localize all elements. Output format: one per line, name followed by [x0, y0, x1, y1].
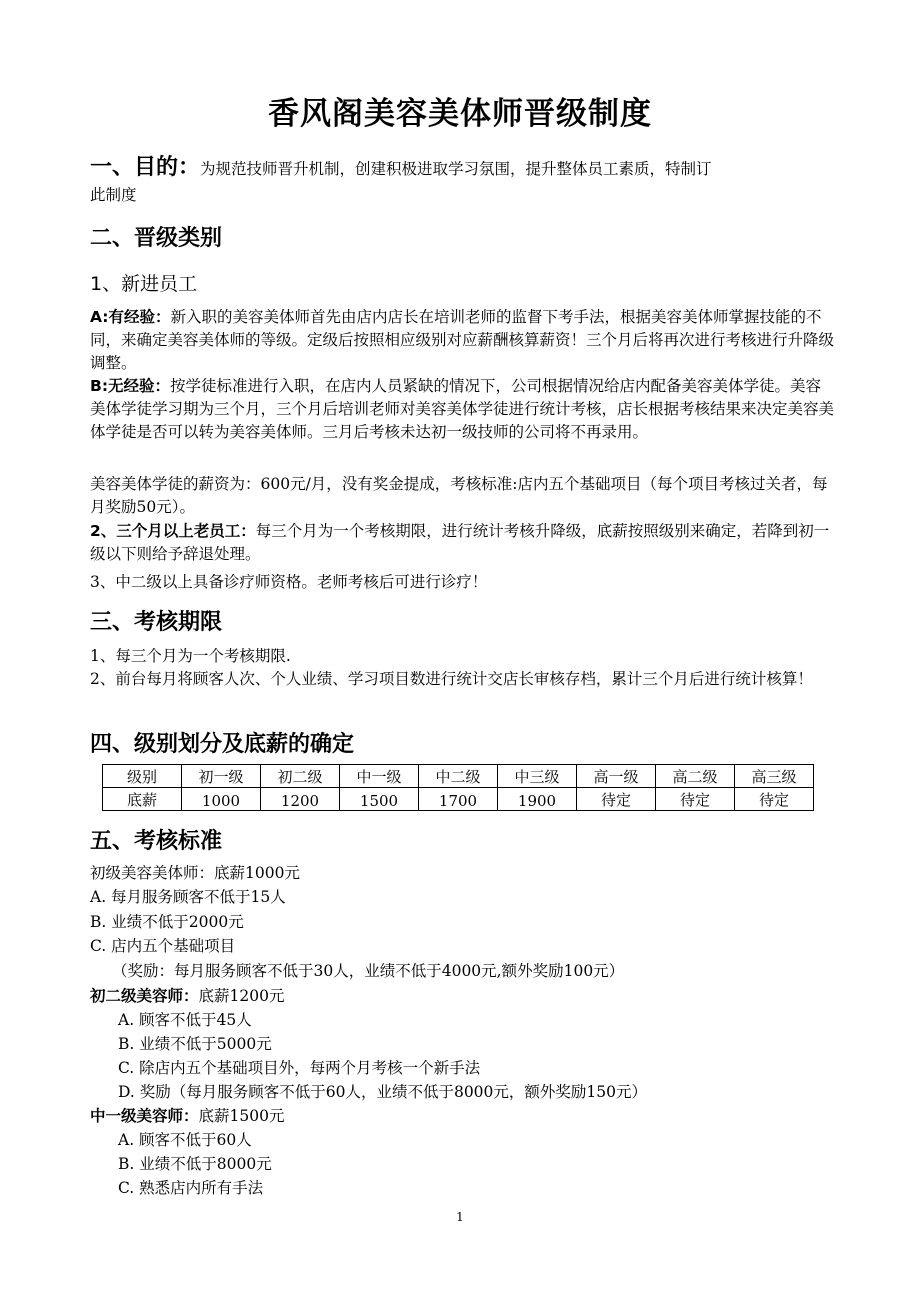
assessment-period-line2: 2、前台每月将顾客人次、个人业绩、学习项目数进行统计交店长审核存档，累计三个月后进行统计核算！ — [90, 670, 813, 688]
table-cell: 1500 — [340, 788, 419, 811]
table-cell: 初一级 — [182, 765, 261, 788]
section-grade-salary-heading: 四、级别划分及底薪的确定 — [90, 732, 355, 757]
grade2-salary: 底薪1200元 — [198, 987, 285, 1005]
experienced-label: A:有经验： — [90, 308, 171, 326]
grade1-item-a: A. 每月服务顾客不低于15人 — [90, 888, 286, 906]
grade3-item-b: B. 业绩不低于8000元 — [118, 1155, 272, 1173]
grade3-item-c: C. 熟悉店内所有手法 — [118, 1179, 264, 1197]
senior-employee-text: 每三个月为一个考核期限，进行统计考核升降级，底薪按照级别来确定，若降到初一级以下则给予辞退处理。 — [90, 522, 830, 563]
grade1-item-b: B. 业绩不低于2000元 — [90, 913, 244, 931]
apprentice-salary-paragraph: 美容美体学徒的薪资为：600元/月，没有奖金提成，考核标准:店内五个基础项目（每个项目考核过关者，每月奖励50元）。 — [90, 475, 828, 516]
senior-employee-paragraph — [90, 520, 835, 566]
grade2-title: 初二级美容师： — [90, 987, 199, 1005]
table-cell: 初二级 — [261, 765, 340, 788]
grade2-item-b: B. 业绩不低于5000元 — [118, 1035, 272, 1053]
table-cell: 高二级 — [656, 765, 735, 788]
table-cell: 待定 — [735, 788, 814, 811]
table-cell: 1000 — [182, 788, 261, 811]
grade3-title-line — [90, 1105, 284, 1128]
section-assessment-standard-heading: 五、考核标准 — [90, 829, 223, 854]
table-cell: 中一级 — [340, 765, 419, 788]
table-cell: 高一级 — [577, 765, 656, 788]
grade3-salary: 底薪1500元 — [198, 1107, 285, 1125]
table-cell: 级别 — [103, 765, 182, 788]
table-cell: 底薪 — [103, 788, 182, 811]
grade1-item-c: C. 店内五个基础项目 — [90, 937, 236, 955]
grade2-item-d: D. 奖励（每月服务顾客不低于60人，业绩不低于8000元，额外奖励150元） — [118, 1083, 647, 1101]
grade3-item-a: A. 顾客不低于60人 — [118, 1131, 252, 1149]
inexperienced-text: 按学徒标准进行入职，在店内人员紧缺的情况下，公司根据情况给店内配备美容美体学徒。美容美体学徒学习期为三个月，三个月后培训老师对美容美体学徒进行统计考核，店长根据考核结果来决定美容美体学徒是否可以转为美容美体师。三月后考核未达初一级技师的公司将不再录用。 — [90, 377, 835, 441]
assessment-period-line1: 1、每三个月为一个考核期限. — [90, 647, 291, 665]
table-cell: 高三级 — [735, 765, 814, 788]
purpose-text-line2: 此制度 — [90, 186, 137, 204]
diagnostician-note: 3、中二级以上具备诊疗师资格。老师考核后可进行诊疗！ — [90, 573, 488, 591]
table-cell: 中二级 — [419, 765, 498, 788]
section-purpose — [90, 150, 712, 181]
section-assessment-period-heading: 三、考核期限 — [90, 610, 223, 635]
table-cell: 1200 — [261, 788, 340, 811]
grade2-item-a: A. 顾客不低于45人 — [118, 1011, 252, 1029]
grade2-title-line — [90, 985, 284, 1008]
salary-row — [103, 788, 814, 811]
new-employee-heading: 1、新进员工 — [90, 273, 198, 295]
inexperienced-label: B:无经验： — [90, 377, 171, 395]
grade3-title: 中一级美容师： — [90, 1107, 199, 1125]
table-cell: 中三级 — [498, 765, 577, 788]
section-promotion-category-heading: 二、晋级类别 — [90, 226, 223, 251]
grade1-title: 初级美容美体师： — [90, 864, 215, 882]
experienced-paragraph — [90, 306, 835, 375]
table-cell: 1700 — [419, 788, 498, 811]
purpose-text-line1: 为规范技师晋升机制，创建积极进取学习氛围，提升整体员工素质，特制订 — [200, 160, 712, 178]
document-title: 香风阁美容美体师晋级制度 — [268, 96, 652, 132]
grade-row — [103, 765, 814, 788]
table-cell: 1900 — [498, 788, 577, 811]
grade-salary-table — [102, 764, 814, 811]
grade1-title-line — [90, 862, 300, 885]
page-number: 1 — [456, 1210, 464, 1224]
inexperienced-paragraph — [90, 375, 835, 444]
grade1-bonus: （奖励：每月服务顾客不低于30人，业绩不低于4000元,额外奖励100元） — [112, 962, 625, 980]
purpose-heading: 一、目的： — [90, 155, 201, 180]
table-cell: 待定 — [656, 788, 735, 811]
grade1-salary: 底薪1000元 — [214, 864, 300, 882]
table-cell: 待定 — [577, 788, 656, 811]
senior-employee-label: 2、三个月以上老员工： — [90, 522, 256, 540]
experienced-text: 新入职的美容美体师首先由店内店长在培训老师的监督下考手法，根据美容美体师掌握技能的不同，来确定美容美体师的等级。定级后按照相应级别对应薪酬核算薪资！三个月后将再次进行考核进行升降级调整。 — [90, 308, 835, 372]
grade2-item-c: C. 除店内五个基础项目外，每两个月考核一个新手法 — [118, 1059, 481, 1077]
